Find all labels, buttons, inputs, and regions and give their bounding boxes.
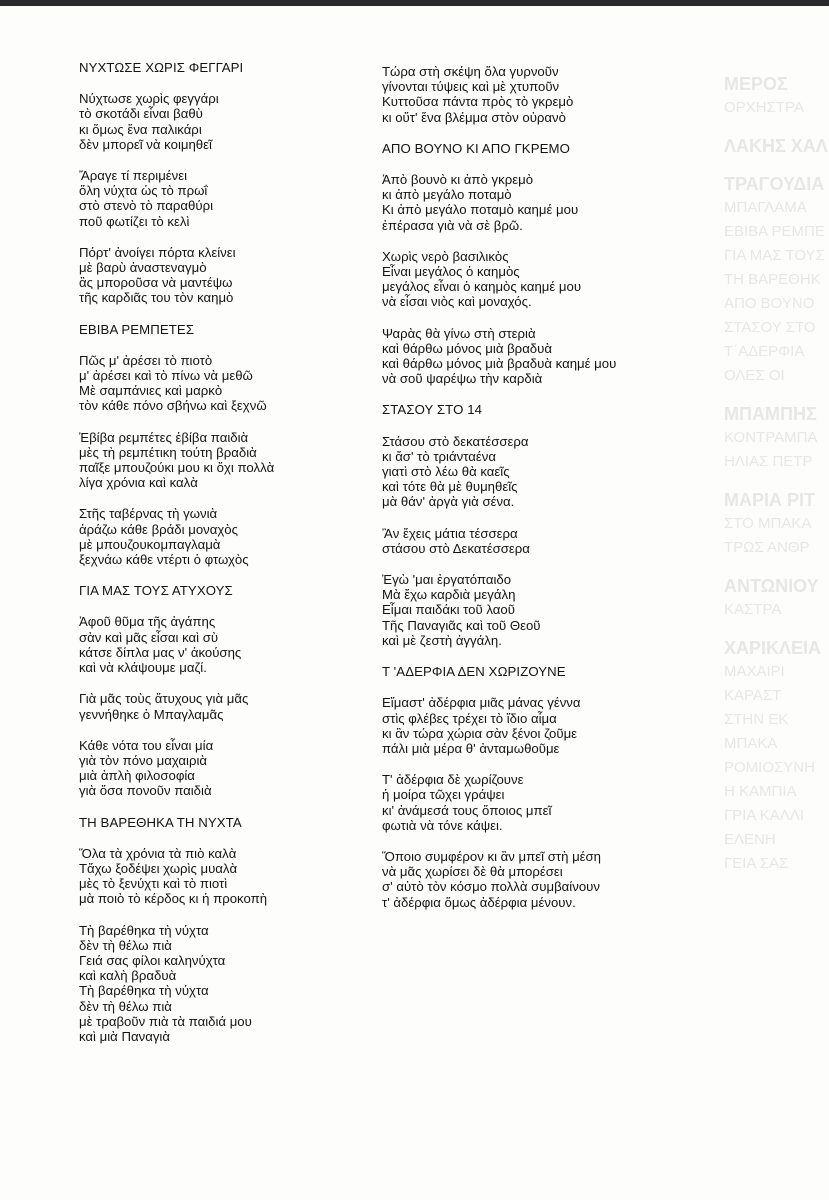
lyric-line: γιὰ ὅσα πονοῦν παιδιὰ [79, 783, 212, 799]
lyric-line: Ἐβίβα ρεμπέτες ἐβίβα παιδιὰ [79, 429, 249, 445]
lyric-line: Εἶναι μεγάλος ὁ καημὸς [382, 264, 520, 280]
stanza [79, 91, 364, 152]
lyric-line: κι ὅμως ἕνα παλικάρι [79, 121, 202, 137]
lyric-line: τὸν κάθε πόνο σβήνω καὶ ξεχνῶ [79, 398, 267, 414]
lyric-line: Στῆς ταβέρνας τὴ γωνιὰ [79, 506, 218, 522]
lyric-line: σὰν καὶ μᾶς εἶσαι καὶ σὺ [79, 629, 219, 645]
lyric-line: Μὲ σαμπάνιες καὶ μαρκὸ [79, 383, 223, 399]
lyric-line: Τὴ βαρέθηκα τὴ νύχτα [79, 983, 209, 999]
lyric-line: Κυττοῦσα πάντα πρὸς τὸ γκρεμὸ [382, 94, 574, 110]
lyric-line: Κι ἀπὸ μεγάλο ποταμὸ καημέ μου [382, 202, 579, 218]
stanza [382, 849, 672, 910]
lyric-line: ξεχνάω κάθε ντέρτι ὁ φτωχὸς [79, 552, 249, 568]
lyric-line: τῆς καρδιᾶς του τὸν καημὸ [79, 290, 234, 306]
stanza [382, 695, 672, 756]
lyric-line: Γιὰ μᾶς τοὺς ἄτυχους γιὰ μᾶς [79, 691, 249, 707]
stanza [79, 430, 364, 491]
lyric-line: μὲ μπουζουκομπαγλαμὰ [79, 536, 221, 552]
lyric-line: Χωρὶς νερὸ βασιλικὸς [382, 248, 509, 264]
lyric-line: ἀράζω κάθε βράδι μοναχὸς [79, 521, 238, 537]
lyric-line: πάλι μιὰ μέρα θ' ἀνταμωθοῦμε [382, 740, 560, 756]
lyric-line: γιατὶ στὸ λέω θὰ καεῖς [382, 464, 510, 480]
lyric-line: δὲν τὴ θέλω πιὰ [79, 937, 172, 953]
lyric-line: καὶ καλὴ βραδυὰ [79, 968, 177, 984]
right-column [382, 64, 672, 926]
lyric-line: ἡ μοίρα τῶχει γράψει [382, 787, 505, 803]
stanza [79, 353, 364, 414]
stanza [382, 64, 672, 125]
stanza [382, 172, 672, 233]
song-title: ΤΗ ΒΑΡΕΘΗΚΑ ΤΗ ΝΥΧΤΑ [79, 814, 242, 830]
lyric-line: ποῦ φωτίζει τὸ κελὶ [79, 213, 190, 229]
lyric-line: Μὰ ἔχω καρδιὰ μεγάλη [382, 587, 516, 603]
lyric-line: καὶ τότε θὰ μὲ θυμηθεῖς [382, 479, 518, 495]
lyric-line: Ἐγὼ 'μαι ἐργατόπαιδο [382, 572, 512, 588]
lyric-line: κι οὔτ' ἕνα βλέμμα στὸν οὐρανὸ [382, 109, 566, 125]
lyric-line: κι ἀπὸ μεγάλο ποταμὸ [382, 187, 512, 203]
lyric-line: μὲς τὴ ρεμπέτικη τούτη βραδιὰ [79, 444, 257, 460]
stanza [382, 249, 672, 310]
song-title: ΕΒΙΒΑ ΡΕΜΠΕΤΕΣ [79, 321, 195, 337]
song-title: Τ 'ΑΔΕΡΦΙΑ ΔΕΝ ΧΩΡΙΖΟΥΝΕ [382, 664, 566, 680]
lyric-line: γίνονται τύψεις καὶ μὲ χτυποῦν [382, 79, 560, 95]
lyric-line: κι ἂν τώρα χώρια σὰν ξένοι ζοῦμε [382, 725, 578, 741]
stanza [79, 691, 364, 721]
lyric-line: μὲ τραβοῦν πιὰ τὰ παιδιά μου [79, 1013, 252, 1029]
bleed-through-text: ΜΕΡΟΣ ΟΡΧΗΣΤΡΑ ΛΑΚΗΣ ΧΑΛ ΤΡΑΓΟΥΔΙΑ ΜΠΑΓΛΑΜΑ ΕΒΙΒΑ ΡΕΜΠΕ ΓΙΑ ΜΑΣ ΤΟΥΣ ΤΗ ΒΑΡΕΘΗΚ ΑΠΟ ΒΟΥΝΟ ΣΤΑΣΟΥ ΣΤΟ Τ΄ΑΔΕΡΦΙΑ ΟΛΕΣ ΟΙ ΜΠΑΜΠΗΣ ΚΟΝΤΡΑΜΠΑ ΗΛΙΑΣ ΠΕΤΡ ΜΑΡΙΑ ΡΙΤ ΣΤΟ ΜΠΑΚΑ ΤΡΩΣ ΑΝΘΡ ΑΝΤΩΝΙΟΥ ΚΑΣΤΡΑ ΧΑΡΙΚΛΕΙΑ ΜΑΧΑΙΡΙ ΚΑΡΑΣΤ ΣΤΗΝ ΕΚ ΜΠΑΚΑ ΡΟΜΙΟΣΥΝΗ Η ΚΑΜΠΙΑ ΓΡΙΑ ΚΑΛΛΙ ΕΛΕΝΗ ΓΕΙΑ ΣΑΣ [724, 74, 828, 872]
lyric-line: λίγα χρόνια καὶ καλὰ [79, 475, 198, 491]
lyric-line: δὲν τὴ θέλω πιὰ [79, 998, 172, 1014]
lyric-line: Τ' ἀδέρφια δὲ χωρίζουνε [382, 772, 524, 788]
lyric-line: νὰ μᾶς χωρίσει δὲ θὰ μπορέσει [382, 864, 563, 880]
lyric-line: στὶς φλέβες τρέχει τὸ ἴδιο αἷμα [382, 710, 557, 726]
lyric-line: μὰ θάν' ἀργὰ γιὰ σένα. [382, 494, 515, 510]
song [382, 664, 672, 910]
song [79, 60, 364, 306]
lyric-line: μὲ βαρὺ ἀναστεναγμὸ [79, 260, 207, 276]
lyric-line: Πῶς μ' ἀρέσει τὸ πιοτὸ [79, 352, 213, 368]
lyric-line: στὸ στενὸ τὸ παραθύρι [79, 198, 214, 214]
lyric-line: παῖξε μπουζούκι μου κι ὄχι πολλὰ [79, 460, 275, 476]
song-title: ΣΤΑΣΟΥ ΣΤΟ 14 [382, 402, 483, 418]
lyric-line: μ' ἀρέσει καὶ τὸ πίνω νὰ μεθῶ [79, 368, 253, 384]
stanza [382, 572, 672, 648]
lyric-line: Ἀπὸ βουνὸ κι ἀπὸ γκρεμὸ [382, 172, 534, 188]
lyric-line: γεννήθηκε ὁ Μπαγλαμᾶς [79, 706, 224, 722]
lyric-line: καὶ μιὰ Παναγιὰ [79, 1028, 170, 1044]
lyric-line: Νύχτωσε χωρὶς φεγγάρι [79, 91, 219, 107]
lyric-line: γιὰ τὸν πόνο μαχαιριὰ [79, 752, 208, 768]
stanza [382, 326, 672, 387]
lyric-line: κι ἄσ' τὸ τριάνταένα [382, 448, 496, 464]
lyric-line: μιὰ ἁπλὴ φιλοσοφία [79, 768, 195, 784]
lyric-line: μὰ ποιὸ τὸ κέρδος κι ἡ προκοπὴ [79, 891, 268, 907]
lyric-line: Ἂν ἔχεις μάτια τέσσερα [382, 525, 518, 541]
lyric-line: Τὴ βαρέθηκα τὴ νύχτα [79, 922, 209, 938]
song [79, 583, 364, 798]
lyric-line: Ἀφοῦ θῦμα τῆς ἀγάπης [79, 614, 216, 630]
stanza [79, 923, 364, 1045]
stanza [79, 245, 364, 306]
lyric-line: νὰ σοῦ ψαρέψω τὴν καρδιὰ [382, 371, 543, 387]
lyric-line: Τῆς Παναγιᾶς καὶ τοῦ Θεοῦ [382, 617, 541, 633]
song-title: ΑΠΟ ΒΟΥΝΟ ΚΙ ΑΠΟ ΓΚΡΕΜΟ [382, 140, 570, 156]
lyric-line: δὲν μπορεῖ νὰ κοιμηθεῖ [79, 136, 212, 152]
lyric-line: καὶ θάρθω μόνος μιὰ βραδυὰ [382, 340, 552, 356]
lyric-line: ὅλη νύχτα ὡς τὸ πρωΐ [79, 183, 208, 199]
song [382, 141, 672, 387]
stanza [79, 506, 364, 567]
lyric-line: Εἴμαστ' ἀδέρφια μιᾶς μάνας γέννα [382, 695, 581, 711]
lyric-line: νὰ εἶσαι νιὸς καὶ μοναχός. [382, 294, 532, 310]
lyric-line: τὸ σκοτάδι εἶναι βαθὺ [79, 106, 203, 122]
lyric-line: στάσου στὸ Δεκατέσσερα [382, 540, 530, 556]
stanza [382, 772, 672, 833]
lyric-line: τ' ἀδέρφια ὅμως ἀδέρφια μένουν. [382, 894, 576, 910]
lyric-line: μὲς τὸ ξενύχτι καὶ τὸ πιοτὶ [79, 876, 228, 892]
song [382, 64, 672, 125]
lyric-line: Τώρα στὴ σκέψη ὅλα γυρνοῦν [382, 64, 559, 79]
left-column [79, 60, 364, 1060]
lyric-line: Ὅλα τὰ χρόνια τὰ πιὸ καλὰ [79, 845, 237, 861]
song [79, 815, 364, 1045]
lyric-line: Κάθε νότα του εἶναι μία [79, 737, 214, 753]
lyric-line: Τἄχω ξοδέψει χωρὶς μυαλὰ [79, 860, 238, 876]
lyric-line: καὶ νὰ κλάψουμε μαζί. [79, 660, 207, 676]
lyric-line: καὶ μὲ ζεστὴ ἀγγάλη. [382, 632, 502, 648]
lyric-line: ἂς μποροῦσα νὰ μαντέψω [79, 275, 233, 291]
lyric-line: ἐπέρασα γιὰ νὰ σὲ βρῶ. [382, 217, 523, 233]
stanza [79, 738, 364, 799]
lyric-line: Ἄραγε τί περιμένει [79, 168, 188, 184]
song [79, 322, 364, 568]
stanza [79, 168, 364, 229]
stanza [382, 434, 672, 510]
lyric-line: Στάσου στὸ δεκατέσσερα [382, 433, 529, 449]
lyric-line: Ψαρὰς θὰ γίνω στὴ στεριὰ [382, 325, 536, 341]
lyric-line: Εἶμαι παιδάκι τοῦ λαοῦ [382, 602, 515, 618]
lyric-line: σ' αὐτὸ τὸν κόσμο πολλὰ συμβαίνουν [382, 879, 600, 895]
lyric-line: φωτιὰ νὰ τόνε κάψει. [382, 817, 503, 833]
lyric-line: καὶ θάρθω μόνος μιὰ βραδυὰ καημέ μου [382, 356, 617, 372]
lyric-line: κάτσε δίπλα μας ν' ἀκούσης [79, 644, 242, 660]
stanza [382, 526, 672, 556]
stanza [79, 614, 364, 675]
song-title: ΓΙΑ ΜΑΣ ΤΟΥΣ ΑΤΥΧΟΥΣ [79, 583, 233, 599]
top-edge-shadow [0, 0, 829, 6]
lyric-line: Ὅποιο συμφέρον κι ἂν μπεῖ στὴ μέση [382, 848, 602, 864]
stanza [79, 846, 364, 907]
lyric-line: Πόρτ' ἀνοίγει πόρτα κλείνει [79, 244, 236, 260]
lyric-line: κι' ἀνάμεσά τους ὅποιος μπεῖ [382, 802, 552, 818]
song-title: ΝΥΧΤΩΣΕ ΧΩΡΙΣ ΦΕΓΓΑΡΙ [79, 60, 244, 75]
song [382, 402, 672, 648]
lyric-line: μεγάλος εἶναι ὁ καημὸς καημέ μου [382, 279, 582, 295]
lyric-line: Γειά σας φίλοι καληνύχτα [79, 952, 226, 968]
